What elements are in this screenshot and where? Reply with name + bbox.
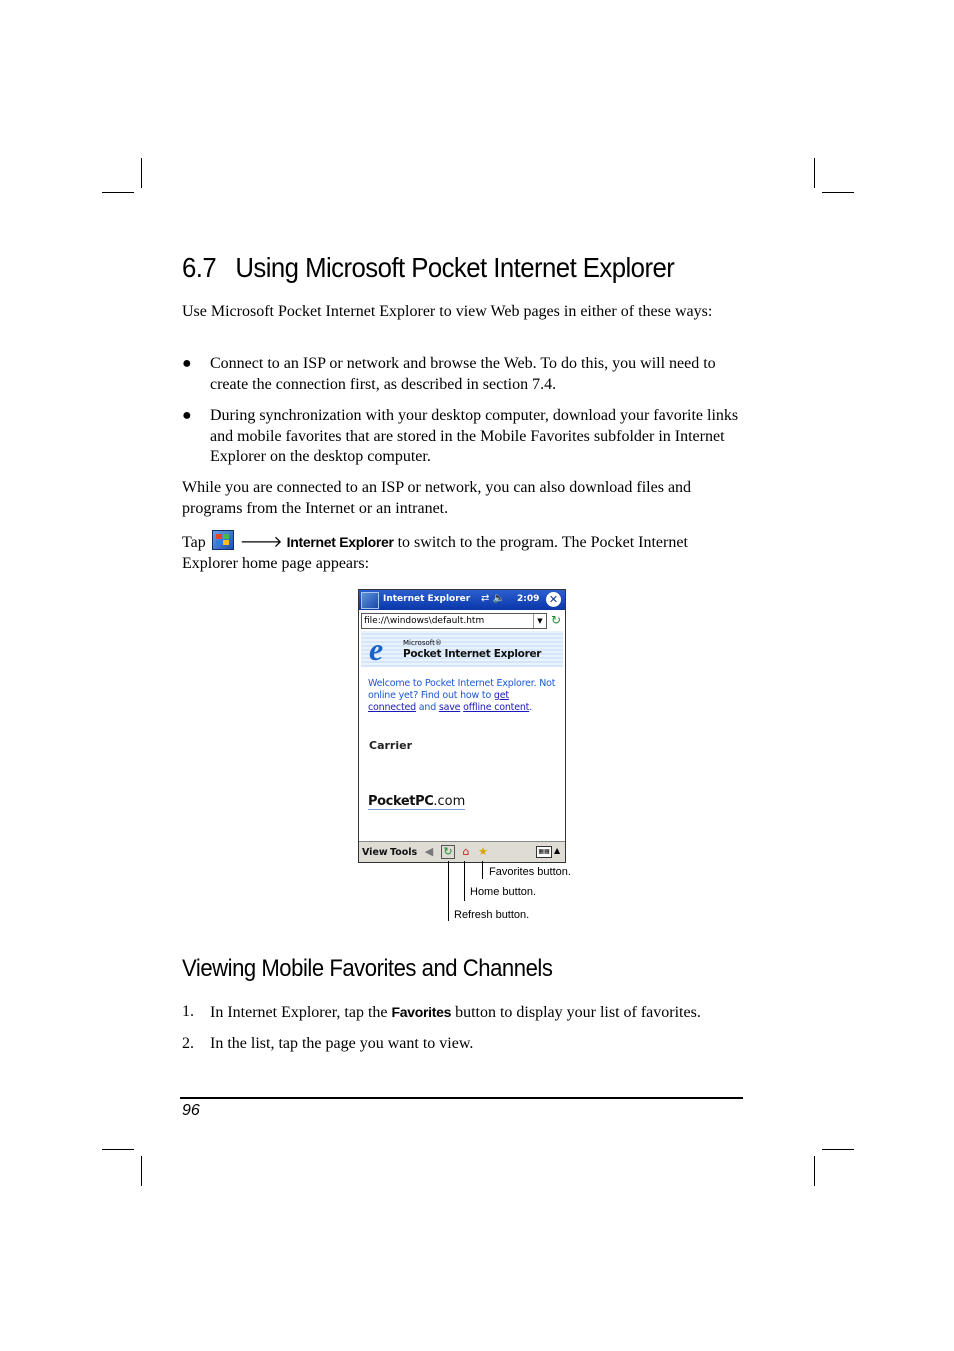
home-callout: Home button. [470, 886, 537, 898]
tap-suffix: to switch to the program. The Pocket Internet Explorer home page appears: [182, 534, 688, 572]
ie-banner [361, 631, 563, 667]
page-number: 96 [182, 1102, 200, 1119]
connectivity-icon[interactable]: ⇄ 🔈 [481, 593, 506, 604]
refresh-callout: Refresh button. [454, 909, 530, 921]
carrier-label: Carrier [369, 739, 413, 752]
menu-tools[interactable]: Tools [390, 847, 418, 858]
offline-content-link[interactable]: offline content [463, 702, 530, 713]
brand-large: Pocket Internet Explorer [403, 648, 542, 660]
bullet-dot: ● [182, 407, 192, 424]
bullet-text: Connect to an ISP or network and browse the Web. To do this, you will need to create the connection first, as described in section 7.4. [210, 355, 716, 393]
pocket-ie-screenshot [358, 589, 566, 863]
brand-small: Microsoft® [403, 639, 442, 647]
input-panel-arrow-icon[interactable]: ▲ [554, 846, 561, 855]
favorites-callout: Favorites button. [489, 866, 571, 878]
step-text: In the list, tap the page you want to view. [210, 1035, 474, 1052]
close-icon[interactable]: ✕ [546, 592, 561, 607]
refresh-icon[interactable]: ↻ [441, 845, 455, 859]
title-bar [359, 590, 565, 610]
favorites-term: Favorites [391, 1004, 452, 1020]
step-number: 1. [182, 1003, 194, 1020]
bullet-text: During synchronization with your desktop computer, download your favorite links and mobile favorites that are stored in the Mobile Favorites subfolder in Internet Explorer on the desktop computer. [210, 407, 739, 465]
welcome-part: Welcome to Pocket Internet Explorer. Not online yet? Find out how to [368, 678, 556, 701]
home-icon[interactable]: ⌂ [462, 845, 470, 858]
connected-paragraph: While you are connected to an ISP or network, you can also download files and programs from the Internet or an intranet. [182, 479, 692, 517]
windows-start-icon [212, 530, 234, 550]
crop-mark [141, 1156, 142, 1186]
window-title: Internet Explorer [383, 594, 471, 604]
ie-logo-icon: e [369, 631, 384, 667]
crop-mark [814, 1156, 815, 1186]
start-menu-icon[interactable] [361, 592, 379, 609]
step-number: 2. [182, 1035, 194, 1052]
section-title: Using Microsoft Pocket Internet Explorer [235, 252, 675, 283]
save-link[interactable]: save [438, 702, 461, 713]
pocketpc-rest: .com [433, 794, 466, 809]
go-icon[interactable]: ↻ [550, 613, 562, 627]
address-bar[interactable] [361, 613, 547, 629]
address-text: file://\windows\default.htm [364, 616, 485, 626]
crop-mark [822, 1149, 854, 1150]
section-number: 6.7 [182, 252, 217, 283]
pocketpc-link[interactable] [368, 794, 465, 809]
step-text-part: button to display your list of favorites. [451, 1004, 701, 1021]
callout-line [448, 861, 449, 921]
tap-paragraph [182, 530, 744, 574]
menu-view[interactable]: View [362, 847, 388, 858]
welcome-text [368, 678, 558, 714]
intro-paragraph: Use Microsoft Pocket Internet Explorer to view Web pages in either of these ways: [182, 303, 713, 320]
get-connected-link[interactable]: get connected [368, 690, 509, 713]
crop-mark [141, 158, 142, 188]
callout-line [482, 861, 483, 879]
crop-mark [102, 1149, 134, 1150]
section-heading [182, 252, 674, 284]
program-name: Internet Explorer [286, 534, 394, 550]
welcome-part: and [415, 702, 439, 713]
arrow-right-icon: 🡒 [239, 534, 283, 551]
clock: 2:09 [517, 594, 540, 604]
keyboard-icon[interactable]: ▦▦ [536, 846, 552, 858]
favorites-icon[interactable]: ★ [478, 845, 488, 858]
footer-rule [180, 1097, 743, 1099]
chevron-down-icon[interactable]: ▼ [533, 614, 546, 628]
step-text [210, 1002, 701, 1023]
command-bar [359, 841, 565, 863]
bullet-dot: ● [182, 355, 192, 372]
subheading: Viewing Mobile Favorites and Channels [182, 955, 553, 982]
tap-prefix: Tap [182, 534, 206, 551]
step-text-part: In Internet Explorer, tap the [210, 1004, 392, 1021]
back-icon[interactable]: ◀ [424, 845, 434, 858]
crop-mark [814, 158, 815, 188]
pocketpc-bold: PocketPC [368, 794, 434, 809]
callout-line [464, 861, 465, 901]
welcome-part: . [529, 702, 533, 713]
crop-mark [102, 192, 134, 193]
crop-mark [822, 192, 854, 193]
